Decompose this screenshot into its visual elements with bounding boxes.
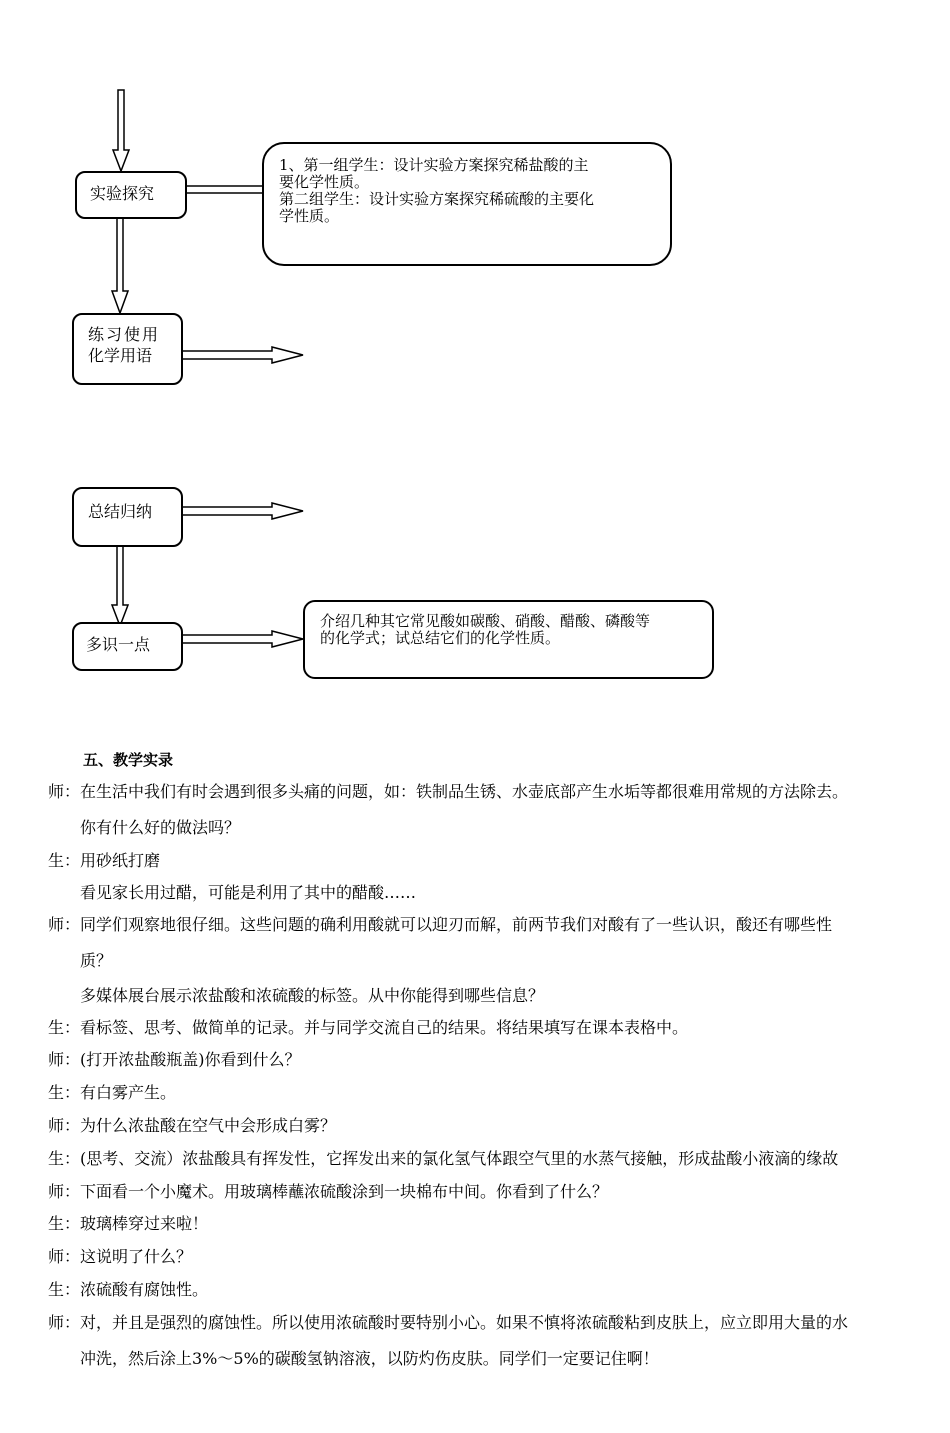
note-learn-more-line: 介绍几种其它常见酸如碳酸、硝酸、醋酸、磷酸等 xyxy=(320,612,651,630)
arrow-learn-right xyxy=(182,631,303,647)
note-learn-more-text xyxy=(320,613,698,647)
speaker-label: 生： xyxy=(48,1149,81,1168)
node-summary-label: 总结归纳 xyxy=(88,502,153,521)
note-learn-more xyxy=(303,600,714,679)
dialogue-text: 有白雾产生。 xyxy=(80,1083,177,1102)
flowchart xyxy=(0,0,950,700)
node-experiment xyxy=(75,171,187,219)
arrow-summary-to-learn xyxy=(112,546,128,626)
arrow-practice-right xyxy=(182,347,303,363)
connector-experiment-note xyxy=(186,186,263,193)
speaker-label: 生： xyxy=(48,1018,81,1037)
note-experiment xyxy=(262,142,672,266)
speaker-label: 师： xyxy=(48,915,81,934)
speaker-label: 师： xyxy=(48,1116,81,1135)
arrow-top-down xyxy=(113,90,129,171)
node-practice-label-2: 化学用语 xyxy=(88,346,153,365)
speaker-label: 师： xyxy=(48,1313,81,1332)
note-learn-more-line: 的化学式；试总结它们的化学性质。 xyxy=(320,629,561,647)
dialogue-text: 质？ xyxy=(80,951,113,970)
note-experiment-line: 学性质。 xyxy=(279,207,340,225)
dialogue-text: 对，并且是强烈的腐蚀性。所以使用浓硫酸时要特别小心。如果不慎将浓硫酸粘到皮肤上，应立即用大量的水 xyxy=(80,1313,849,1332)
dialogue-text: 在生活中我们有时会遇到很多头痛的问题，如：铁制品生锈、水壶底部产生水垢等都很难用常规的方法除去。 xyxy=(80,782,849,801)
dialogue-text: 你有什么好的做法吗？ xyxy=(80,818,241,837)
speaker-label: 生： xyxy=(48,1083,81,1102)
dialogue-text: 看标签、思考、做简单的记录。并与同学交流自己的结果。将结果填写在课本表格中。 xyxy=(80,1018,689,1037)
speaker-label: 师： xyxy=(48,1050,81,1069)
note-experiment-line: 第二组学生：设计实验方案探究稀硫酸的主要化 xyxy=(279,190,595,208)
node-summary xyxy=(72,487,183,547)
speaker-label: 生： xyxy=(48,1214,81,1233)
dialogue-text: 同学们观察地很仔细。这些问题的确利用酸就可以迎刃而解，前两节我们对酸有了一些认识，酸还有哪些性 xyxy=(80,915,833,934)
dialogue-text: 下面看一个小魔术。用玻璃棒蘸浓硫酸涂到一块棉布中间。你看到了什么？ xyxy=(80,1182,609,1201)
dialogue-text: 冲洗，然后涂上3%～5%的碳酸氢钠溶液，以防灼伤皮肤。同学们一定要记住啊！ xyxy=(80,1349,659,1368)
arrow-summary-right xyxy=(182,503,303,519)
node-experiment-label: 实验探究 xyxy=(90,184,155,203)
node-practice-label-1: 练习使用 xyxy=(88,325,161,344)
dialogue-text: (思考、交流）浓盐酸具有挥发性，它挥发出来的氯化氢气体跟空气里的水蒸气接触，形成盐酸小液滴的缘故 xyxy=(80,1149,839,1168)
dialogue-text: 玻璃棒穿过来啦！ xyxy=(80,1214,209,1233)
dialogue-text: 用砂纸打磨 xyxy=(80,851,161,870)
speaker-label: 师： xyxy=(48,1247,81,1266)
note-experiment-line: 要化学性质。 xyxy=(279,173,370,191)
note-experiment-line: 1、第一组学生：设计实验方案探究稀盐酸的主 xyxy=(279,156,589,174)
dialogue-text: 多媒体展台展示浓盐酸和浓硫酸的标签。从中你能得到哪些信息？ xyxy=(80,986,545,1005)
speaker-label: 师： xyxy=(48,782,81,801)
dialogue-text: 浓硫酸有腐蚀性。 xyxy=(80,1280,209,1299)
dialogue-text: 为什么浓盐酸在空气中会形成白雾？ xyxy=(80,1116,337,1135)
note-experiment-text xyxy=(279,157,656,225)
dialogue-text: (打开浓盐酸瓶盖)你看到什么？ xyxy=(80,1050,301,1069)
section-title: 五、教学实录 xyxy=(83,751,174,769)
speaker-label: 生： xyxy=(48,851,81,870)
node-learn-more-label: 多识一点 xyxy=(86,635,151,654)
node-practice xyxy=(72,313,183,385)
node-learn-more xyxy=(72,622,183,671)
arrow-experiment-to-practice xyxy=(112,218,128,313)
dialogue-text: 这说明了什么？ xyxy=(80,1247,193,1266)
speaker-label: 师： xyxy=(48,1182,81,1201)
speaker-label: 生： xyxy=(48,1280,81,1299)
dialogue-text: 看见家长用过醋，可能是利用了其中的醋酸…… xyxy=(80,883,417,902)
